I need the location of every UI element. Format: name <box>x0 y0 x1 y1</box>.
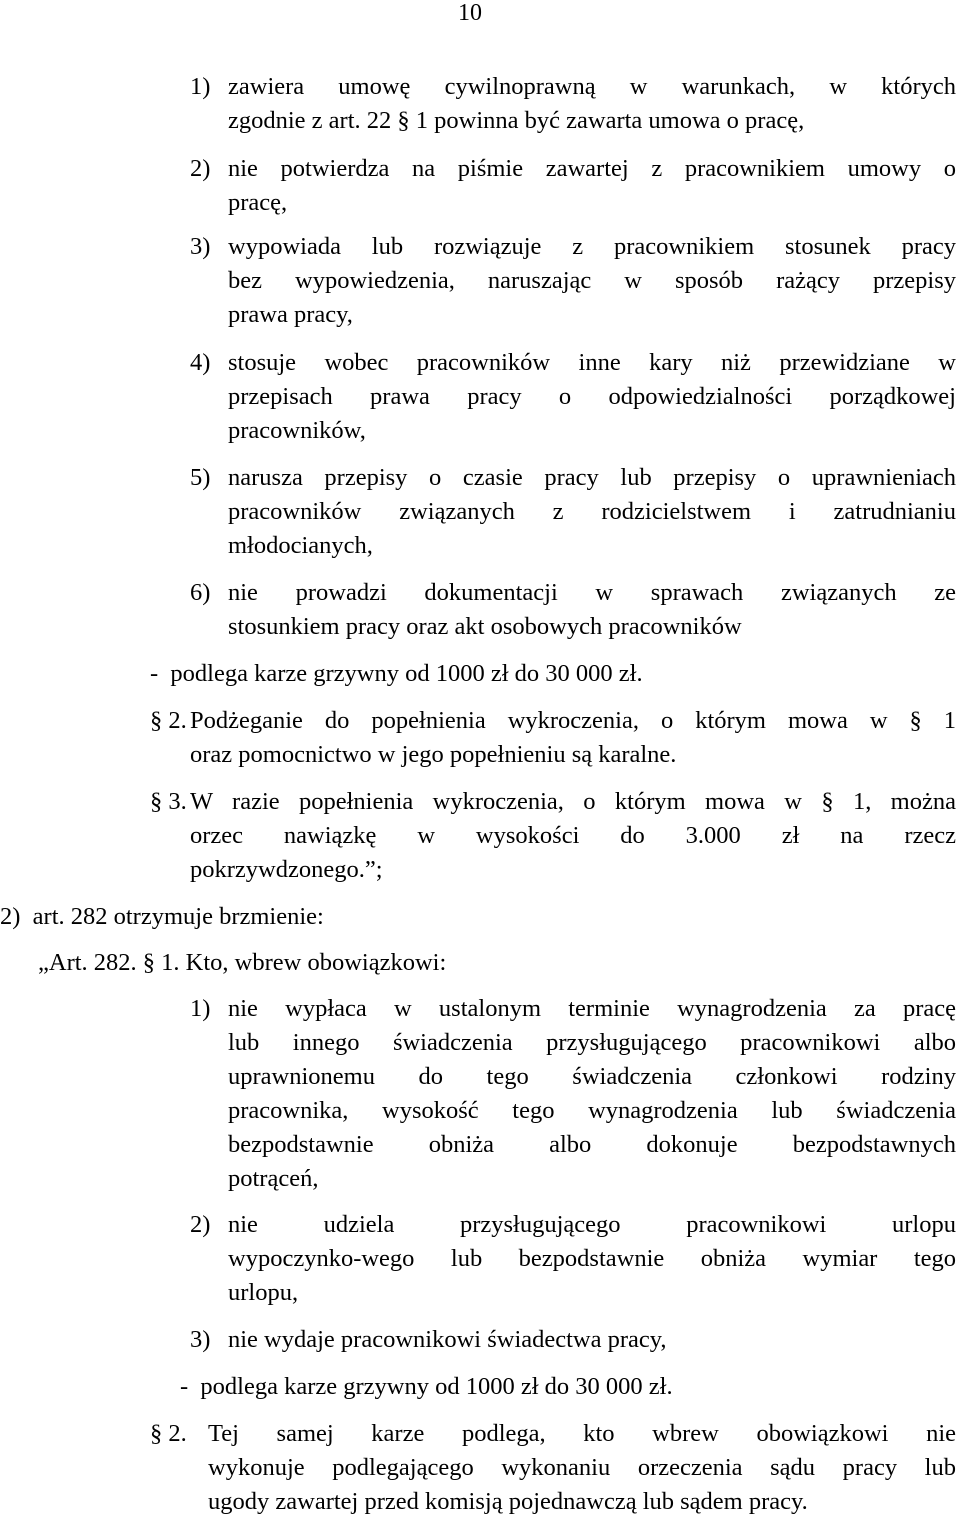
paragraph-line: Tej samej karze podlega, kto wbrew obowiązkowi nie <box>208 1420 956 1447</box>
item-line: lub innego świadczenia przysługującego pracownikowi albo <box>228 1029 956 1056</box>
item-line: zgodnie z art. 22 § 1 powinna być zawarta umowa o pracę, <box>228 107 805 134</box>
item-number: 1) <box>190 73 211 100</box>
item-line: nie udziela przysługującego pracownikowi urlopu <box>228 1211 956 1238</box>
item-number: 4) <box>190 349 211 376</box>
paragraph-line: ugody zawartej przed komisją pojednawczą lub sądem pracy. <box>208 1488 808 1515</box>
item-number: 5) <box>190 464 211 491</box>
item-line: pracownika, wysokość tego wynagrodzenia lub świadczenia <box>228 1097 956 1124</box>
item-number: 1) <box>190 995 211 1022</box>
penalty-line-a: - podlega karze grzywny od 1000 zł do 30 000 zł. <box>150 660 643 687</box>
item-number: 2) <box>190 1211 211 1238</box>
item-line: uprawnionemu do tego świadczenia członkowi rodziny <box>228 1063 956 1090</box>
paragraph-line: oraz pomocnictwo w jego popełnieniu są karalne. <box>190 741 677 768</box>
article-heading: „Art. 282. § 1. Kto, wbrew obowiązkowi: <box>38 949 447 976</box>
item-line: nie prowadzi dokumentacji w sprawach związanych ze <box>228 579 956 606</box>
item-line: prawa pracy, <box>228 301 353 328</box>
item-line: przepisach prawa pracy o odpowiedzialności porządkowej <box>228 383 956 410</box>
paragraph-marker: § 2. <box>150 707 187 734</box>
paragraph-marker: § 2. <box>150 1420 187 1447</box>
item-number: 3) <box>190 233 211 260</box>
penalty-line-b: - podlega karze grzywny od 1000 zł do 30 000 zł. <box>180 1373 673 1400</box>
item-line: wypoczynko-wego lub bezpodstawnie obniża wymiar tego <box>228 1245 956 1272</box>
item-line: zawiera umowę cywilnoprawną w warunkach, w których <box>228 73 956 100</box>
item-line: stosuje wobec pracowników inne kary niż przewidziane w <box>228 349 956 376</box>
paragraph-line: W razie popełnienia wykroczenia, o którym mowa w § 1, można <box>190 788 956 815</box>
page-number: 10 <box>458 0 482 26</box>
item-line: nie wydaje pracownikowi świadectwa pracy, <box>228 1326 667 1353</box>
paragraph-line: Podżeganie do popełnienia wykroczenia, o którym mowa w § 1 <box>190 707 956 734</box>
item-line: nie potwierdza na piśmie zawartej z pracownikiem umowy o <box>228 155 956 182</box>
item-line: młodocianych, <box>228 532 373 559</box>
paragraph-line: wykonuje podlegającego wykonaniu orzeczenia sądu pracy lub <box>208 1454 956 1481</box>
item-line: bezpodstawnie obniża albo dokonuje bezpodstawnych <box>228 1131 956 1158</box>
item-line: bez wypowiedzenia, naruszając w sposób rażący przepisy <box>228 267 956 294</box>
item-number: 6) <box>190 579 211 606</box>
item-number: 2) <box>190 155 211 182</box>
item-line: nie wypłaca w ustalonym terminie wynagrodzenia za pracę <box>228 995 956 1022</box>
paragraph-marker: § 3. <box>150 788 187 815</box>
paragraph-line: orzec nawiązkę w wysokości do 3.000 zł na rzecz <box>190 822 956 849</box>
point-2: 2) art. 282 otrzymuje brzmienie: <box>0 903 324 930</box>
paragraph-line: pokrzywdzonego.”; <box>190 856 383 883</box>
item-line: wypowiada lub rozwiązuje z pracownikiem stosunek pracy <box>228 233 956 260</box>
item-line: stosunkiem pracy oraz akt osobowych pracowników <box>228 613 742 640</box>
item-line: pracowników, <box>228 417 366 444</box>
item-line: pracę, <box>228 189 288 216</box>
item-number: 3) <box>190 1326 211 1353</box>
item-line: potrąceń, <box>228 1165 319 1192</box>
item-line: urlopu, <box>228 1279 299 1306</box>
item-line: pracowników związanych z rodzicielstwem i zatrudnianiu <box>228 498 956 525</box>
item-line: narusza przepisy o czasie pracy lub przepisy o uprawnieniach <box>228 464 956 491</box>
